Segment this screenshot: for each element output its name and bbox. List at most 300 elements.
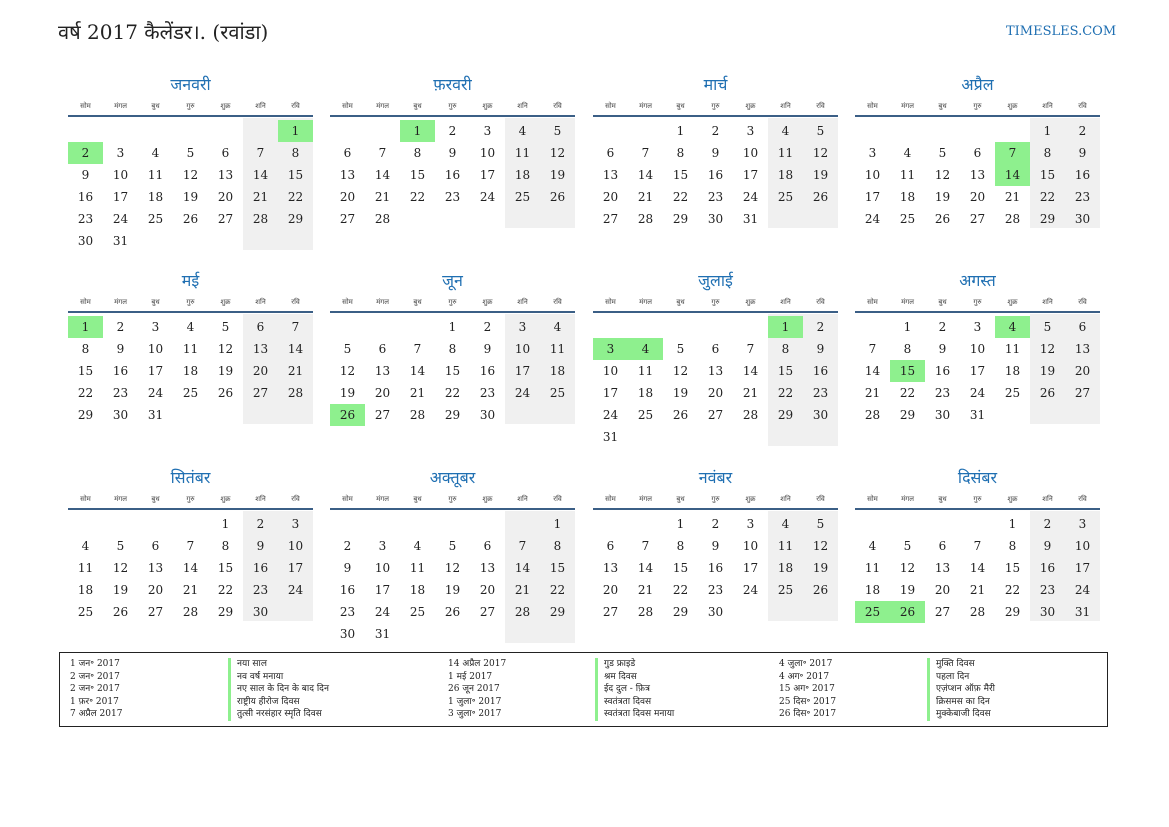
weekday-label: सोम: [605, 298, 616, 306]
day-cell: 17: [969, 364, 986, 378]
day-cell: 25: [637, 408, 654, 422]
month-name: जनवरी: [170, 75, 211, 94]
day-cell: 26: [182, 212, 199, 226]
day-cell: 4: [781, 124, 790, 138]
day-cell: 17: [112, 190, 129, 204]
day-cell: 11: [77, 561, 94, 575]
header-rule: [855, 508, 1100, 510]
day-cell: 25: [777, 190, 794, 204]
weekday-label: गुरु: [711, 102, 720, 110]
weekday-label: शुक्र: [745, 298, 756, 306]
day-cell: 19: [112, 583, 129, 597]
day-cell: 20: [602, 190, 619, 204]
day-cell: 19: [812, 561, 829, 575]
day-cell: 10: [514, 342, 531, 356]
day-cell: 13: [147, 561, 164, 575]
month-name: अप्रैल: [961, 75, 994, 94]
weekday-label: शुक्र: [220, 495, 231, 503]
day-cell: 10: [112, 168, 129, 182]
day-cell: 27: [217, 212, 234, 226]
day-cell: 10: [287, 539, 304, 553]
day-cell: 18: [899, 190, 916, 204]
day-cell: 14: [637, 168, 654, 182]
day-cell: 23: [934, 386, 951, 400]
day-cell: 31: [969, 408, 986, 422]
day-cell: 2: [711, 517, 720, 531]
day-cell: 17: [374, 583, 391, 597]
day-cell: 30: [1039, 605, 1056, 619]
day-cell: 6: [483, 539, 492, 553]
weekday-label: सोम: [867, 102, 878, 110]
day-cell: 12: [812, 146, 829, 160]
day-cell: 16: [77, 190, 94, 204]
weekday-label: रवि: [553, 298, 562, 306]
day-cell: 25: [182, 386, 199, 400]
day-cell: 18: [147, 190, 164, 204]
weekday-label: बुध: [413, 495, 422, 503]
day-cell: 9: [1078, 146, 1087, 160]
day-cell: 2: [343, 539, 352, 553]
day-cell: 24: [514, 386, 531, 400]
day-cell: 4: [81, 539, 90, 553]
day-cell: 10: [969, 342, 986, 356]
day-cell: 21: [1004, 190, 1021, 204]
day-cell: 4: [151, 146, 160, 160]
day-cell: 24: [147, 386, 164, 400]
day-cell: 9: [1043, 539, 1052, 553]
weekday-label: बुध: [413, 298, 422, 306]
day-cell: 31: [602, 430, 619, 444]
holiday-name: श्रम दिवस: [595, 671, 637, 684]
day-cell: 21: [864, 386, 881, 400]
day-cell: 13: [339, 168, 356, 182]
weekday-label: शनि: [255, 102, 266, 110]
day-cell: 13: [602, 561, 619, 575]
day-cell: 12: [549, 146, 566, 160]
day-cell: 14: [637, 561, 654, 575]
day-cell: 3: [746, 517, 755, 531]
weekday-label: रवि: [553, 495, 562, 503]
holiday-date: 15 अग॰ 2017: [779, 684, 835, 694]
header-rule: [593, 311, 838, 313]
day-cell: 8: [221, 539, 230, 553]
day-cell: 18: [637, 386, 654, 400]
day-cell: 20: [934, 583, 951, 597]
weekday-label: मंगल: [639, 102, 652, 110]
day-cell: 7: [518, 539, 527, 553]
day-cell: 4: [186, 320, 195, 334]
day-cell: 27: [1074, 386, 1091, 400]
holiday-day-cell: 2: [68, 142, 103, 164]
month-name: मार्च: [703, 75, 728, 94]
day-cell: 29: [549, 605, 566, 619]
day-cell: 17: [864, 190, 881, 204]
weekday-label: गुरु: [711, 298, 720, 306]
day-cell: 3: [973, 320, 982, 334]
day-cell: 25: [77, 605, 94, 619]
weekday-label: सोम: [867, 298, 878, 306]
day-cell: 25: [514, 190, 531, 204]
holiday-day-cell: 1: [278, 120, 313, 142]
day-cell: 16: [479, 364, 496, 378]
weekday-label: गुरु: [711, 495, 720, 503]
weekday-label: मंगल: [114, 298, 127, 306]
day-cell: 2: [938, 320, 947, 334]
day-cell: 7: [868, 342, 877, 356]
day-cell: 20: [252, 364, 269, 378]
day-cell: 10: [864, 168, 881, 182]
day-cell: 8: [413, 146, 422, 160]
day-cell: 17: [479, 168, 496, 182]
day-cell: 15: [1039, 168, 1056, 182]
day-cell: 22: [1039, 190, 1056, 204]
day-cell: 21: [252, 190, 269, 204]
day-cell: 9: [343, 561, 352, 575]
day-cell: 27: [707, 408, 724, 422]
weekday-label: मंगल: [114, 102, 127, 110]
day-cell: 24: [287, 583, 304, 597]
day-cell: 13: [479, 561, 496, 575]
day-cell: 27: [969, 212, 986, 226]
day-cell: 2: [448, 124, 457, 138]
header-rule: [68, 508, 313, 510]
day-cell: 19: [934, 190, 951, 204]
weekday-label: गुरु: [448, 102, 457, 110]
day-cell: 16: [934, 364, 951, 378]
weekday-label: गुरु: [973, 495, 982, 503]
day-cell: 26: [672, 408, 689, 422]
weekday-label: रवि: [291, 298, 300, 306]
day-cell: 6: [221, 146, 230, 160]
weekday-label: सोम: [342, 102, 353, 110]
day-cell: 14: [514, 561, 531, 575]
day-cell: 14: [374, 168, 391, 182]
day-cell: 29: [444, 408, 461, 422]
day-cell: 5: [116, 539, 125, 553]
day-cell: 11: [899, 168, 916, 182]
weekday-label: गुरु: [973, 298, 982, 306]
day-cell: 30: [707, 605, 724, 619]
month-calendar: [855, 73, 1100, 253]
day-cell: 27: [252, 386, 269, 400]
day-cell: 18: [77, 583, 94, 597]
day-cell: 11: [182, 342, 199, 356]
day-cell: 11: [514, 146, 531, 160]
weekday-label: बुध: [938, 495, 947, 503]
day-cell: 24: [742, 583, 759, 597]
day-cell: 24: [479, 190, 496, 204]
day-cell: 2: [816, 320, 825, 334]
holiday-date: 25 दिस॰ 2017: [779, 696, 837, 707]
weekday-label: रवि: [291, 495, 300, 503]
weekday-label: शुक्र: [482, 102, 493, 110]
day-cell: 3: [746, 124, 755, 138]
header-rule: [855, 115, 1100, 117]
day-cell: 6: [151, 539, 160, 553]
weekday-label: गुरु: [973, 102, 982, 110]
header-rule: [68, 115, 313, 117]
day-cell: 6: [606, 539, 615, 553]
day-cell: 4: [903, 146, 912, 160]
day-cell: 14: [409, 364, 426, 378]
day-cell: 7: [641, 146, 650, 160]
holiday-name: एज़ंप्शन ऑफ़ मैरी: [927, 683, 995, 696]
weekday-label: मंगल: [376, 298, 389, 306]
holiday-date: 14 अप्रैल 2017: [448, 659, 507, 669]
day-cell: 13: [707, 364, 724, 378]
month-name: जुलाई: [698, 271, 733, 290]
day-cell: 12: [182, 168, 199, 182]
day-cell: 28: [864, 408, 881, 422]
day-cell: 4: [553, 320, 562, 334]
holiday-date: 7 अप्रैल 2017: [70, 709, 123, 719]
weekday-label: शुक्र: [745, 102, 756, 110]
holiday-name: राष्ट्रीय हीरोज दिवस: [228, 696, 300, 709]
holiday-day-cell: 15: [890, 360, 925, 382]
header-rule: [330, 115, 575, 117]
day-cell: 8: [1043, 146, 1052, 160]
holiday-name: मुक्ति दिवस: [927, 658, 975, 671]
day-cell: 18: [409, 583, 426, 597]
day-cell: 7: [746, 342, 755, 356]
weekday-label: मंगल: [901, 102, 914, 110]
day-cell: 19: [182, 190, 199, 204]
weekday-label: बुध: [413, 102, 422, 110]
day-cell: 15: [77, 364, 94, 378]
day-cell: 19: [812, 168, 829, 182]
day-cell: 7: [256, 146, 265, 160]
site-link[interactable]: TIMESLES.COM: [1006, 24, 1117, 39]
day-cell: 16: [339, 583, 356, 597]
day-cell: 5: [343, 342, 352, 356]
day-cell: 21: [637, 583, 654, 597]
weekday-label: गुरु: [186, 298, 195, 306]
weekday-label: बुध: [938, 102, 947, 110]
month-calendar: [593, 73, 838, 253]
day-cell: 22: [672, 583, 689, 597]
day-cell: 22: [217, 583, 234, 597]
day-cell: 10: [1074, 539, 1091, 553]
weekday-label: रवि: [553, 102, 562, 110]
holiday-date: 26 दिस॰ 2017: [779, 709, 837, 719]
day-cell: 14: [969, 561, 986, 575]
day-cell: 25: [409, 605, 426, 619]
day-cell: 5: [903, 539, 912, 553]
day-cell: 30: [1074, 212, 1091, 226]
day-cell: 19: [339, 386, 356, 400]
day-cell: 23: [77, 212, 94, 226]
day-cell: 9: [256, 539, 265, 553]
weekday-label: बुध: [676, 102, 685, 110]
day-cell: 29: [217, 605, 234, 619]
day-cell: 16: [1074, 168, 1091, 182]
day-cell: 18: [864, 583, 881, 597]
holiday-date: 4 अग॰ 2017: [779, 671, 830, 682]
day-cell: 7: [378, 146, 387, 160]
day-cell: 8: [291, 146, 300, 160]
day-cell: 26: [217, 386, 234, 400]
day-cell: 30: [934, 408, 951, 422]
month-name: मई: [181, 271, 200, 290]
day-cell: 25: [777, 583, 794, 597]
day-cell: 1: [676, 517, 685, 531]
month-calendar: [855, 466, 1100, 646]
day-cell: 17: [742, 561, 759, 575]
holiday-date: 4 जुला॰ 2017: [779, 659, 833, 669]
weekday-label: मंगल: [639, 298, 652, 306]
day-cell: 31: [1074, 605, 1091, 619]
day-cell: 11: [549, 342, 566, 356]
weekday-label: मंगल: [376, 495, 389, 503]
weekday-label: मंगल: [639, 495, 652, 503]
day-cell: 7: [291, 320, 300, 334]
day-cell: 16: [112, 364, 129, 378]
month-name: नवंबर: [698, 468, 733, 487]
weekday-label: शनि: [255, 298, 266, 306]
day-cell: 4: [781, 517, 790, 531]
month-calendar: [68, 73, 313, 253]
day-cell: 3: [116, 146, 125, 160]
day-cell: 31: [112, 234, 129, 248]
day-cell: 25: [147, 212, 164, 226]
day-cell: 16: [707, 561, 724, 575]
day-cell: 15: [409, 168, 426, 182]
day-cell: 12: [217, 342, 234, 356]
day-cell: 6: [606, 146, 615, 160]
day-cell: 21: [637, 190, 654, 204]
day-cell: 9: [711, 146, 720, 160]
day-cell: 22: [444, 386, 461, 400]
day-cell: 5: [221, 320, 230, 334]
month-calendar: [593, 269, 838, 449]
day-cell: 16: [252, 561, 269, 575]
holiday-name: स्वतंत्रता दिवस: [595, 696, 651, 709]
holiday-date: 26 जून 2017: [448, 684, 500, 694]
day-cell: 16: [812, 364, 829, 378]
weekday-label: सोम: [605, 495, 616, 503]
month-calendar: [855, 269, 1100, 449]
holiday-name: नए साल के दिन के बाद दिन: [228, 683, 329, 696]
day-cell: 20: [147, 583, 164, 597]
day-cell: 2: [1043, 517, 1052, 531]
day-cell: 27: [602, 605, 619, 619]
day-cell: 10: [742, 539, 759, 553]
weekday-label: रवि: [1078, 298, 1087, 306]
weekday-label: शनि: [1042, 495, 1053, 503]
weekday-label: रवि: [816, 495, 825, 503]
day-cell: 28: [637, 212, 654, 226]
weekday-label: गुरु: [448, 495, 457, 503]
day-cell: 17: [602, 386, 619, 400]
day-cell: 6: [343, 146, 352, 160]
weekday-label: शनि: [780, 495, 791, 503]
day-cell: 13: [969, 168, 986, 182]
day-cell: 20: [969, 190, 986, 204]
holiday-day-cell: 26: [890, 601, 925, 623]
day-cell: 10: [374, 561, 391, 575]
day-cell: 15: [217, 561, 234, 575]
day-cell: 22: [409, 190, 426, 204]
day-cell: 25: [549, 386, 566, 400]
day-cell: 10: [742, 146, 759, 160]
day-cell: 26: [112, 605, 129, 619]
weekday-label: रवि: [816, 102, 825, 110]
day-cell: 24: [969, 386, 986, 400]
day-cell: 5: [553, 124, 562, 138]
day-cell: 1: [1008, 517, 1017, 531]
day-cell: 14: [287, 342, 304, 356]
day-cell: 18: [1004, 364, 1021, 378]
day-cell: 28: [409, 408, 426, 422]
day-cell: 25: [1004, 386, 1021, 400]
day-cell: 18: [514, 168, 531, 182]
day-cell: 15: [777, 364, 794, 378]
day-cell: 11: [147, 168, 164, 182]
day-cell: 9: [81, 168, 90, 182]
day-cell: 20: [374, 386, 391, 400]
weekday-label: सोम: [80, 102, 91, 110]
day-cell: 15: [549, 561, 566, 575]
day-cell: 28: [514, 605, 531, 619]
day-cell: 16: [707, 168, 724, 182]
day-cell: 11: [777, 146, 794, 160]
month-calendar: [330, 73, 575, 253]
day-cell: 4: [518, 124, 527, 138]
day-cell: 13: [217, 168, 234, 182]
day-cell: 5: [448, 539, 457, 553]
day-cell: 3: [483, 124, 492, 138]
day-cell: 13: [934, 561, 951, 575]
month-name: दिसंबर: [957, 468, 998, 487]
day-cell: 21: [374, 190, 391, 204]
day-cell: 20: [707, 386, 724, 400]
day-cell: 17: [742, 168, 759, 182]
day-cell: 17: [514, 364, 531, 378]
weekday-label: रवि: [1078, 495, 1087, 503]
day-cell: 4: [868, 539, 877, 553]
day-cell: 28: [742, 408, 759, 422]
weekday-label: बुध: [938, 298, 947, 306]
day-cell: 1: [676, 124, 685, 138]
day-cell: 5: [816, 124, 825, 138]
day-cell: 29: [1039, 212, 1056, 226]
day-cell: 23: [479, 386, 496, 400]
holiday-day-cell: 25: [855, 601, 890, 623]
day-cell: 11: [637, 364, 654, 378]
weekday-label: बुध: [151, 495, 160, 503]
header-rule: [855, 311, 1100, 313]
weekday-label: मंगल: [901, 298, 914, 306]
day-cell: 16: [1039, 561, 1056, 575]
day-cell: 13: [602, 168, 619, 182]
day-cell: 18: [549, 364, 566, 378]
day-cell: 23: [707, 583, 724, 597]
day-cell: 17: [287, 561, 304, 575]
day-cell: 19: [1039, 364, 1056, 378]
day-cell: 30: [812, 408, 829, 422]
day-cell: 10: [479, 146, 496, 160]
day-cell: 22: [672, 190, 689, 204]
day-cell: 31: [147, 408, 164, 422]
day-cell: 1: [903, 320, 912, 334]
day-cell: 11: [409, 561, 426, 575]
day-cell: 30: [252, 605, 269, 619]
day-cell: 26: [812, 583, 829, 597]
day-cell: 5: [186, 146, 195, 160]
day-cell: 25: [899, 212, 916, 226]
day-cell: 14: [864, 364, 881, 378]
weekday-label: शनि: [780, 102, 791, 110]
